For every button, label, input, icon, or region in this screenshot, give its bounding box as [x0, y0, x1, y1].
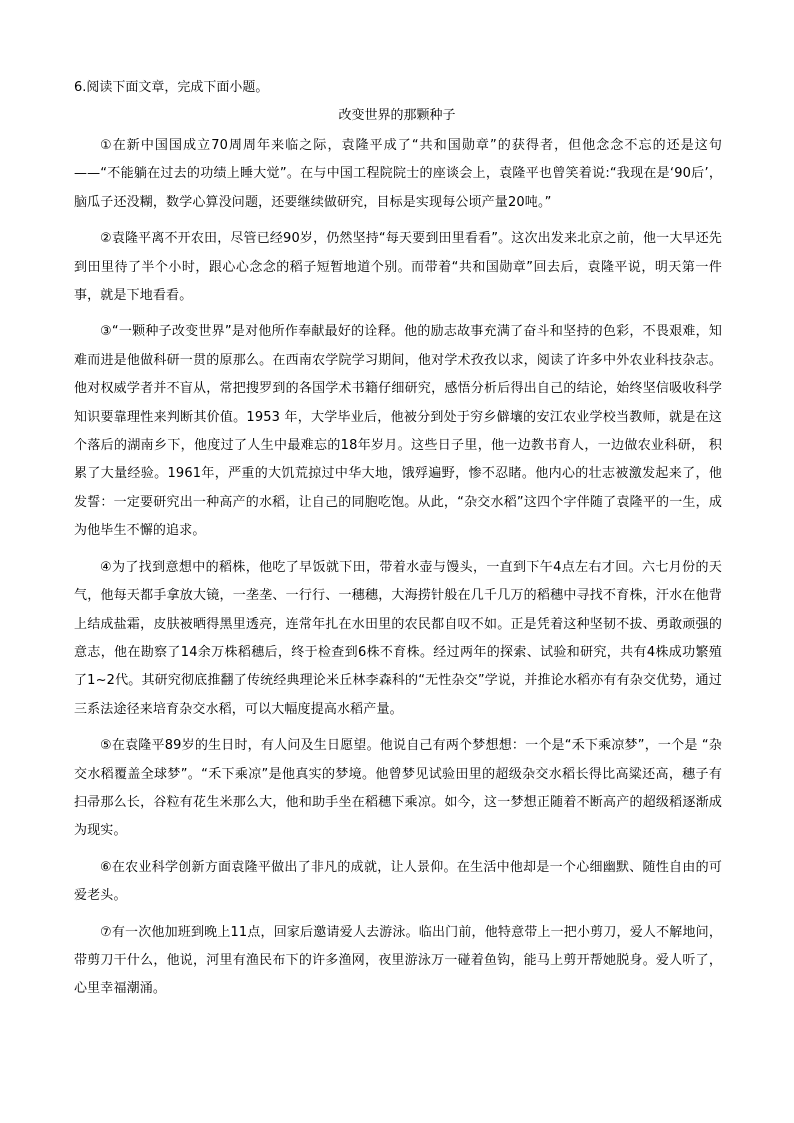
question-heading: 6.阅读下面文章，完成下面小题。 [74, 80, 269, 95]
paragraph-2: ②袁隆平离不开农田，尽管已经90岁，仍然坚持“每天要到田里看看”。这次出发来北京之前，他一大早还先到田里待了半个小时，跟心心念念的稻子短暂地道个别。而带着“共和国勋章”回去后，袁隆平说，明天第一件事，就是下地看看。 [74, 231, 722, 304]
paragraph-7: ⑦有一次他加班到晚上11点，回家后邀请爱人去游泳。临出门前，他特意带上一把小剪刀，爱人不解地问，带剪刀干什么，他说，河里有渔民布下的许多渔网，夜里游泳万一碰着鱼钩，能马上剪开帮她脱身。爱人听了，心里幸福潮涌。 [74, 924, 722, 997]
paragraph-3: ③“一颗种子改变世界”是对他所作奉献最好的诠释。他的励志故事充满了奋斗和坚持的色彩，不畏艰难，知难而进是他做科研一贯的原那么。在西南农学院学习期间，他对学术孜孜以求，阅读了许多中外农业科技杂志。他对权威学者并不盲从，常把搜罗到的各国学术书籍仔细研究，感悟分析后得出自己的结论，始终坚信吸收科学知识要靠理性来判断其价值。1953 年，大学毕业后，他被分到处于穷乡僻壤的安江农业学校当教师，就是在这个落后的湖南乡下，他度过了人生中最难忘的18年岁月。这些日子里，他一边教书育人，一边做农业科研， 积累了大量经验。1961年，严重的大饥荒掠过中华大地，饿殍遍野，惨不忍睹。他内心的壮志被激发起来了，他发誓：一定要研究出一种高产的水稻，让自己的同胞吃饱。从此，“杂交水稻”这四个字伴随了袁隆平的一生，成为他毕生不懈的追求。 [74, 324, 722, 539]
paragraph-1: ①在新中国国成立70周周年来临之际，袁隆平成了“共和国勋章”的获得者，但他念念不忘的还是这句——“不能躺在过去的功绩上睡大觉”。在与中国工程院院士的座谈会上，袁隆平也曾笑着说:“我现在是‘90后’，脑瓜子还没糊，数学心算没问题，还要继续做研究，目标是实现每公顷产量20吨。” [74, 138, 722, 210]
paragraph-4: ④为了找到意想中的稻株，他吃了早饭就下田，带着水壶与馒头，一直到下午4点左右才回。六七月份的天气，他每天都手拿放大镜，一垄垄、一行行、一穗穗，大海捞针般在几千几万的稻穗中寻找不育株，汗水在他背上结成盐霜，皮肤被晒得黑里透亮，连常年扎在水田里的农民都自叹不如。正是凭着这种坚韧不拔、勇敢顽强的意志，他在勘察了14余万株稻穗后，终于检查到6株不育株。经过两年的探索、试验和研究，共有4株成功繁殖了1~2代。其研究彻底推翻了传统经典理论米丘林李森科的“无性杂交”学说，并推论水稻亦有有杂交优势，通过三系法途径来培育杂交水稻，可以大幅度提高水稻产量。 [74, 559, 722, 717]
article-body [74, 132, 722, 1012]
paragraph-5: ⑤在袁隆平89岁的生日时，有人问及生日愿望。他说自己有两个梦想想：一个是“禾下乘凉梦”，一个是 “杂交水稻覆盖全球梦”。“禾下乘凉”是他真实的梦境。他曾梦见试验田里的超级杂交水稻长得比高粱还高，穗子有扫帚那么长，谷粒有花生米那么大，他和助手坐在稻穗下乘凉。如今，这一梦想正随着不断高产的超级稻逐渐成为现实。 [74, 738, 722, 839]
paragraph-6: ⑥在农业科学创新方面袁隆平做出了非凡的成就，让人景仰。在生活中他却是一个心细幽默、随性自由的可爱老头。 [74, 859, 722, 904]
article-title: 改变世界的那颗种子 [338, 108, 456, 123]
